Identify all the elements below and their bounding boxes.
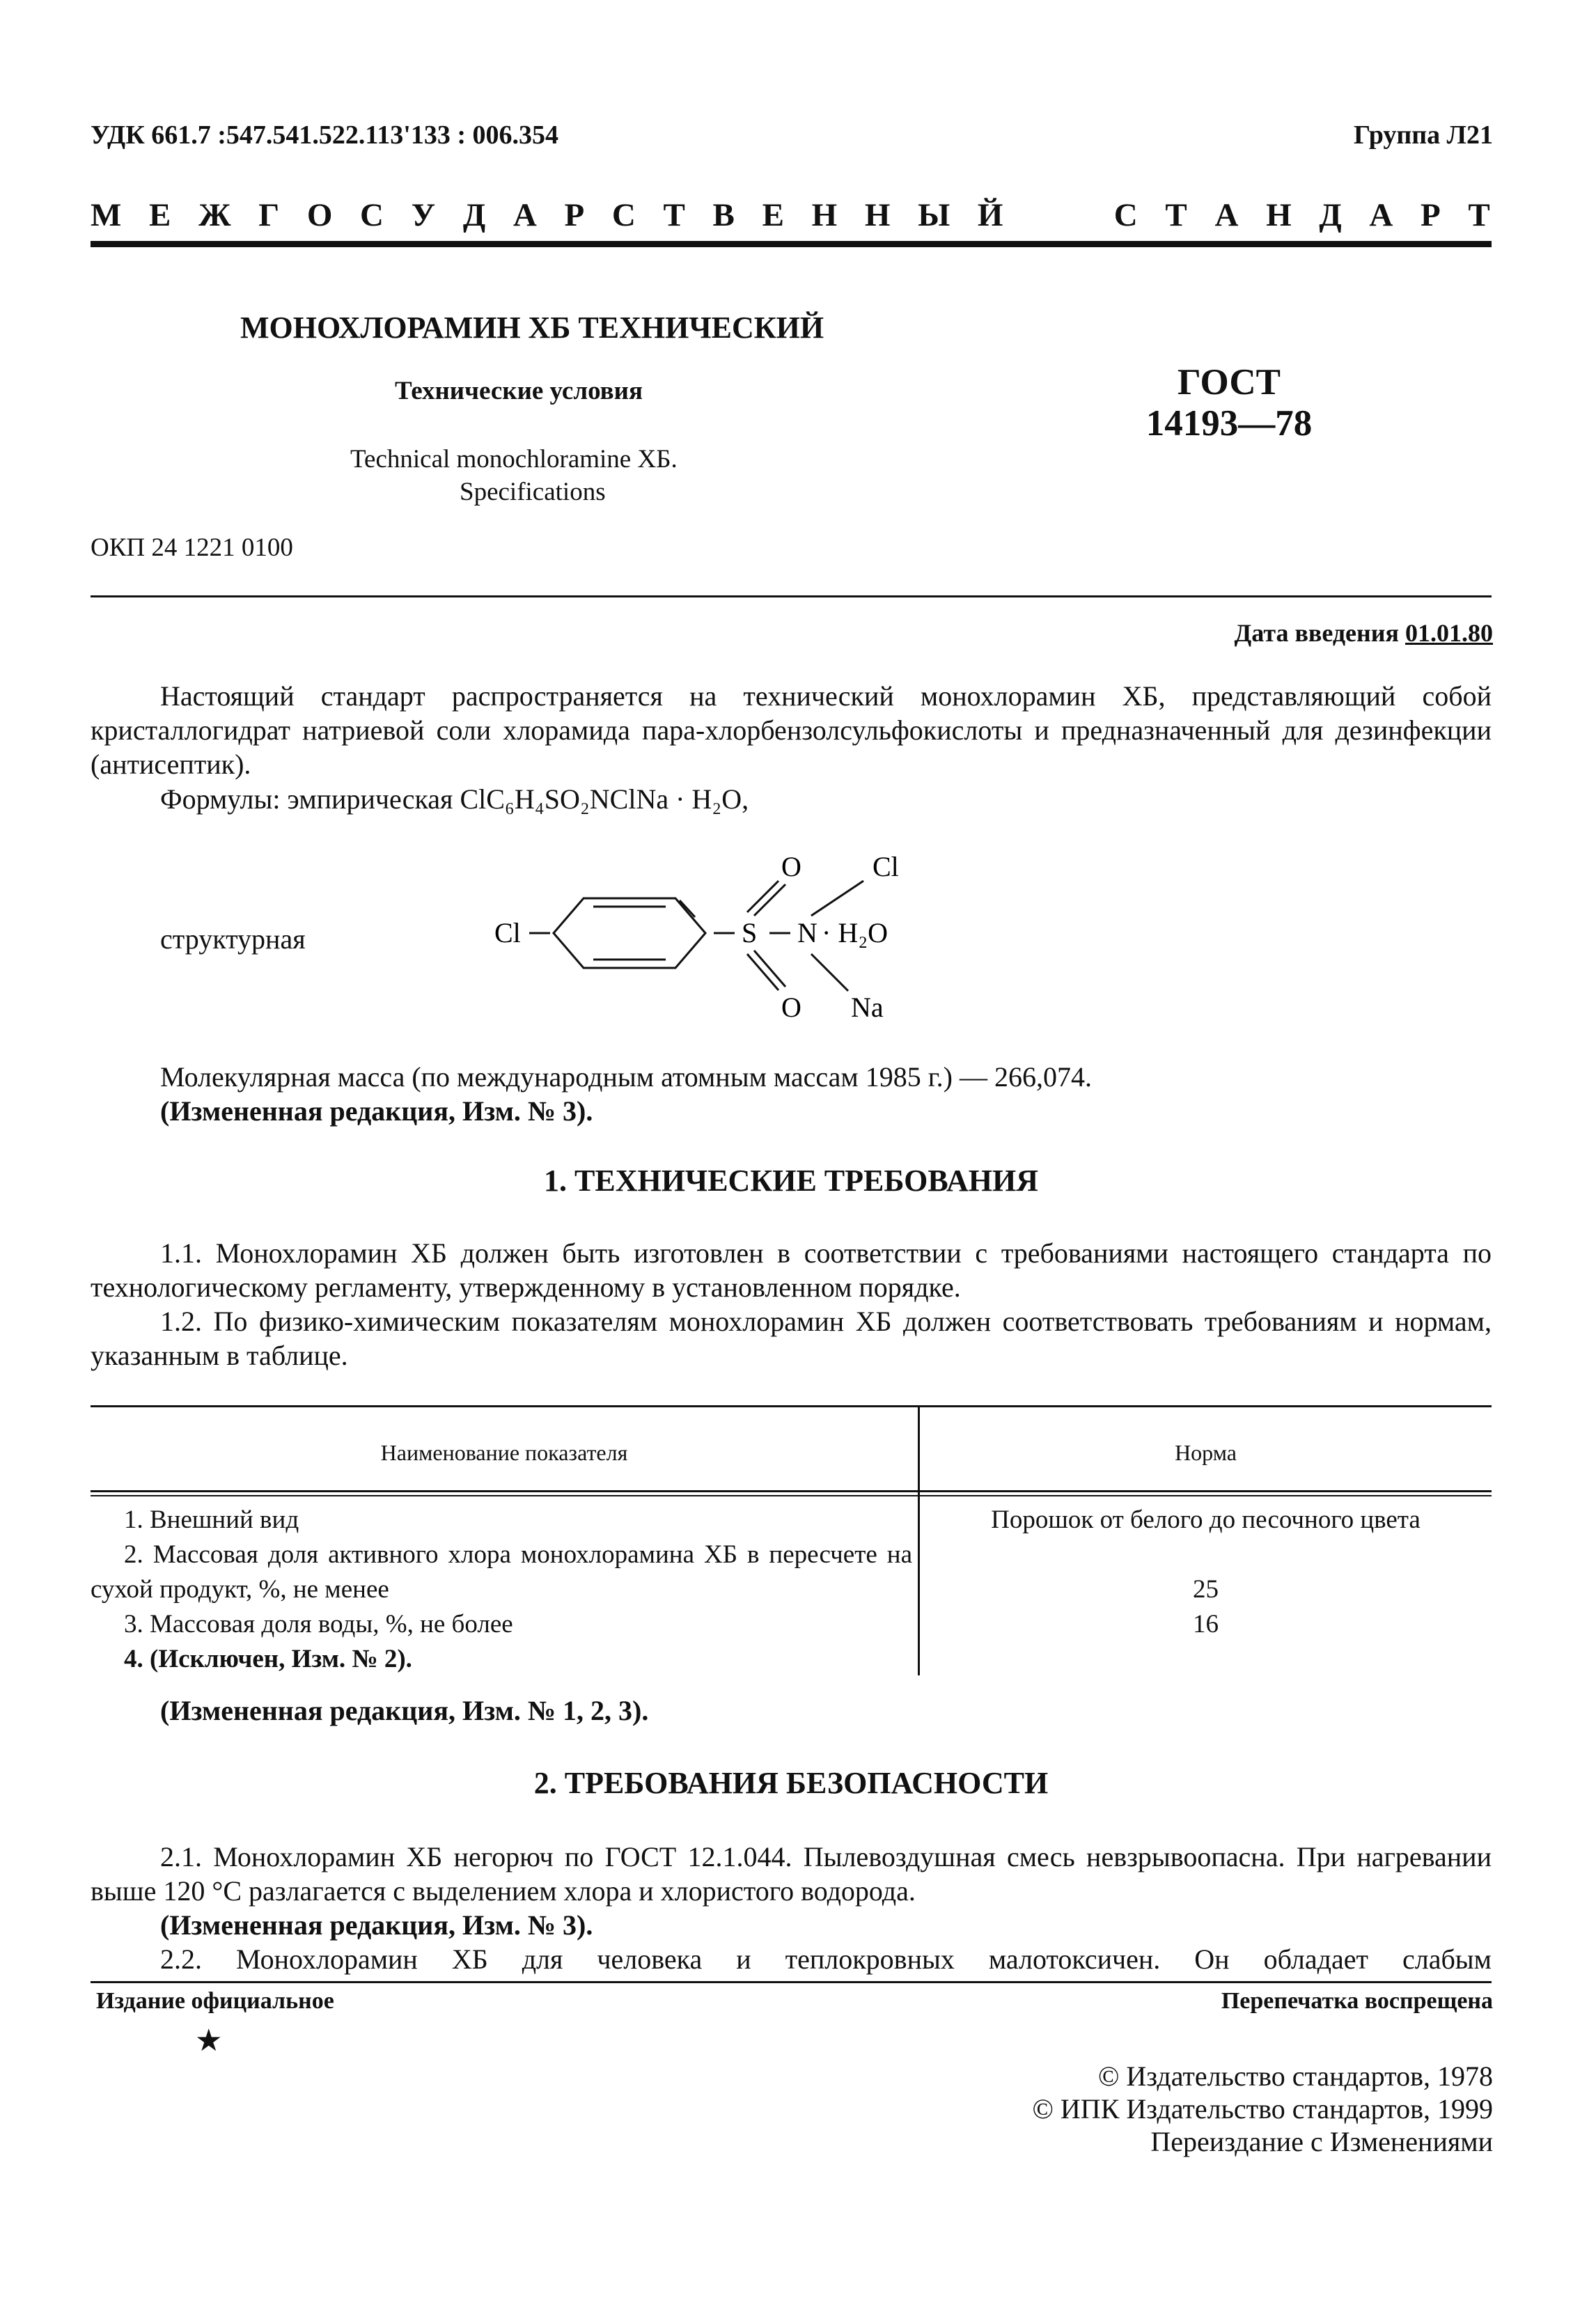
table-row xyxy=(91,1503,912,1677)
formula-atom-n: N xyxy=(797,917,817,948)
footer-rule xyxy=(91,1981,1492,1983)
formula-atom-o-top: O xyxy=(781,851,801,882)
banner-letter: Т xyxy=(663,197,685,233)
reissue-note: Переиздание с Изменениями xyxy=(1150,2126,1493,2157)
section-2-heading: 2. ТРЕБОВАНИЯ БЕЗОПАСНОСТИ xyxy=(533,1766,1049,1800)
scope-text: Настоящий стандарт распространяется на технический монохлорамин ХБ, представляющий собой кристаллогидрат натриевой соли хлорамида пара-хлорбензолсульфокислоты и предназначенный для дезинфекции (антисептик). xyxy=(91,680,1492,780)
formula-atom-cl-left: Cl xyxy=(494,917,521,948)
structural-formula-label: структурная xyxy=(160,923,306,955)
title-rule xyxy=(91,595,1492,597)
banner-letter: В xyxy=(712,197,735,233)
banner-letter: А xyxy=(1214,197,1239,233)
structural-formula xyxy=(474,836,975,1045)
section-2-text xyxy=(91,1840,1492,1976)
banner-letter: Н xyxy=(1266,197,1292,233)
banner-letter: У xyxy=(411,197,436,233)
gost-designation xyxy=(1142,362,1316,445)
table-row-values xyxy=(920,1503,1492,1642)
copyright-1999: © ИПК Издательство стандартов, 1999 xyxy=(1032,2093,1493,2125)
introduction-date-label: Дата введения xyxy=(1234,619,1399,647)
clause-2-1: 2.1. Монохлорамин ХБ негорюч по ГОСТ 12.1.044. Пылевоздушная смесь невзрывоопасна. При нагревании выше 120 °С разлагается с выделением хлора и хлористого водорода. xyxy=(91,1841,1492,1907)
english-title-specifications: Specifications xyxy=(460,478,606,506)
copyright-1978: © Издательство стандартов, 1978 xyxy=(1097,2060,1493,2092)
banner-letter: Т xyxy=(1468,197,1490,233)
document-subtitle: Технические условия xyxy=(395,377,643,405)
intro-paragraph xyxy=(91,679,1492,781)
section-1-amendment: (Измененная редакция, Изм. № 1, 2, 3). xyxy=(160,1695,649,1726)
table-top-rule xyxy=(91,1405,1492,1407)
banner-letter: А xyxy=(513,197,537,233)
molar-mass: Молекулярная масса (по международным атомным массам 1985 г.) — 266,074. xyxy=(160,1061,1092,1093)
interstate-standard-banner xyxy=(91,196,1490,234)
banner-letter: С xyxy=(1113,197,1138,233)
formula-atom-s: S xyxy=(742,917,758,948)
molar-mass-block xyxy=(91,1060,1492,1128)
official-edition: Издание официальное xyxy=(96,1988,334,2014)
nna-bond xyxy=(811,954,848,991)
banner-letter: Р xyxy=(564,197,585,233)
gost-number: 14193—78 xyxy=(1145,403,1313,444)
banner-letter: Р xyxy=(1420,197,1441,233)
ring-double-bond xyxy=(680,900,695,917)
okp-code: ОКП 24 1221 0100 xyxy=(91,533,293,562)
section-1-text xyxy=(91,1236,1492,1372)
clause-1-1: 1.1. Монохлорамин ХБ должен быть изготовлен в соответствии с требованиями настоящего стандарта по технологическому регламенту, утвержденному в установленном порядке. xyxy=(91,1237,1492,1303)
table-cell-name: 2. Массовая доля активного хлора монохлорамина ХБ в пересчете на сухой продукт, %, не менее xyxy=(91,1540,912,1604)
benzene-ring xyxy=(554,898,705,968)
table-header-rule xyxy=(91,1490,1492,1492)
banner-letter: Ы xyxy=(918,197,950,233)
banner-letter: Й xyxy=(977,197,1003,233)
table-cell-value: 16 xyxy=(1193,1610,1219,1638)
banner-letter: Е xyxy=(762,197,784,233)
star-icon: ★ xyxy=(195,2024,223,2058)
table-header-rule xyxy=(91,1495,1492,1496)
header-rule xyxy=(91,241,1492,247)
banner-letter: С xyxy=(360,197,384,233)
table-cell-name: 1. Внешний вид xyxy=(124,1505,299,1534)
banner-letter: С xyxy=(611,197,636,233)
empirical-formula-line xyxy=(160,783,749,815)
table-header-norm: Норма xyxy=(1175,1440,1237,1465)
banner-letter: О xyxy=(306,197,333,233)
document-title: МОНОХЛОРАМИН ХБ ТЕХНИЧЕСКИЙ xyxy=(240,311,824,345)
reprint-prohibited: Перепечатка воспрещена xyxy=(1221,1988,1493,2014)
banner-letter: А xyxy=(1369,197,1393,233)
banner-letter: Г xyxy=(258,197,280,233)
formula-prefix: Формулы: эмпирическая xyxy=(160,783,460,815)
section-1-heading: 1. ТЕХНИЧЕСКИЕ ТРЕБОВАНИЯ xyxy=(544,1164,1038,1198)
section-2-amendment: (Измененная редакция, Изм. № 3). xyxy=(160,1909,593,1941)
banner-word-gap xyxy=(1031,196,1086,234)
banner-letter: Д xyxy=(462,197,486,233)
formula-atom-o-bottom: O xyxy=(781,992,801,1023)
table-header-name: Наименование показателя xyxy=(380,1440,628,1465)
banner-letter: Ж xyxy=(198,197,231,233)
clause-1-2: 1.2. По физико-химическим показателям монохлорамин ХБ должен соответствовать требованиям и нормам, указанным в таблице. xyxy=(91,1306,1492,1371)
gost-label: ГОСТ xyxy=(1178,362,1281,402)
intro-amendment: (Измененная редакция, Изм. № 3). xyxy=(160,1095,593,1127)
table-cell-name: 3. Массовая доля воды, %, не более xyxy=(124,1610,513,1638)
banner-letter: Е xyxy=(149,197,171,233)
introduction-date xyxy=(1235,618,1494,648)
ncl-bond xyxy=(811,881,863,916)
table-cell-value-spacer xyxy=(920,1538,1492,1572)
banner-letter: Т xyxy=(1165,197,1187,233)
formula-atom-cl-top: Cl xyxy=(873,851,899,882)
banner-letter: Д xyxy=(1319,197,1342,233)
english-title: Technical monochloramine ХБ. xyxy=(350,445,678,474)
group-code: Группа Л21 xyxy=(1353,120,1493,150)
empirical-formula: ClC₆H₄SO₂NClNa · H₂O, xyxy=(460,783,749,815)
table-cell-value: 25 xyxy=(1193,1575,1219,1604)
clause-2-2: 2.2. Монохлорамин ХБ для человека и теплокровных малотоксичен. Он обладает слабым xyxy=(160,1943,1492,1975)
table-cell-name: 4. (Исключен, Изм. № 2). xyxy=(124,1645,412,1673)
table-cell-value: Порошок от белого до песочного цвета xyxy=(991,1505,1421,1534)
formula-water: · H₂O xyxy=(822,917,889,948)
banner-letter: Н xyxy=(864,197,891,233)
banner-letter: М xyxy=(91,197,122,233)
introduction-date-value: 01.01.80 xyxy=(1405,619,1493,647)
formula-atom-na: Na xyxy=(851,992,884,1023)
banner-letter: Н xyxy=(811,197,838,233)
section-1-amendment-block xyxy=(91,1694,1492,1728)
udk-code: УДК 661.7 :547.541.522.113'133 : 006.354 xyxy=(91,120,559,150)
